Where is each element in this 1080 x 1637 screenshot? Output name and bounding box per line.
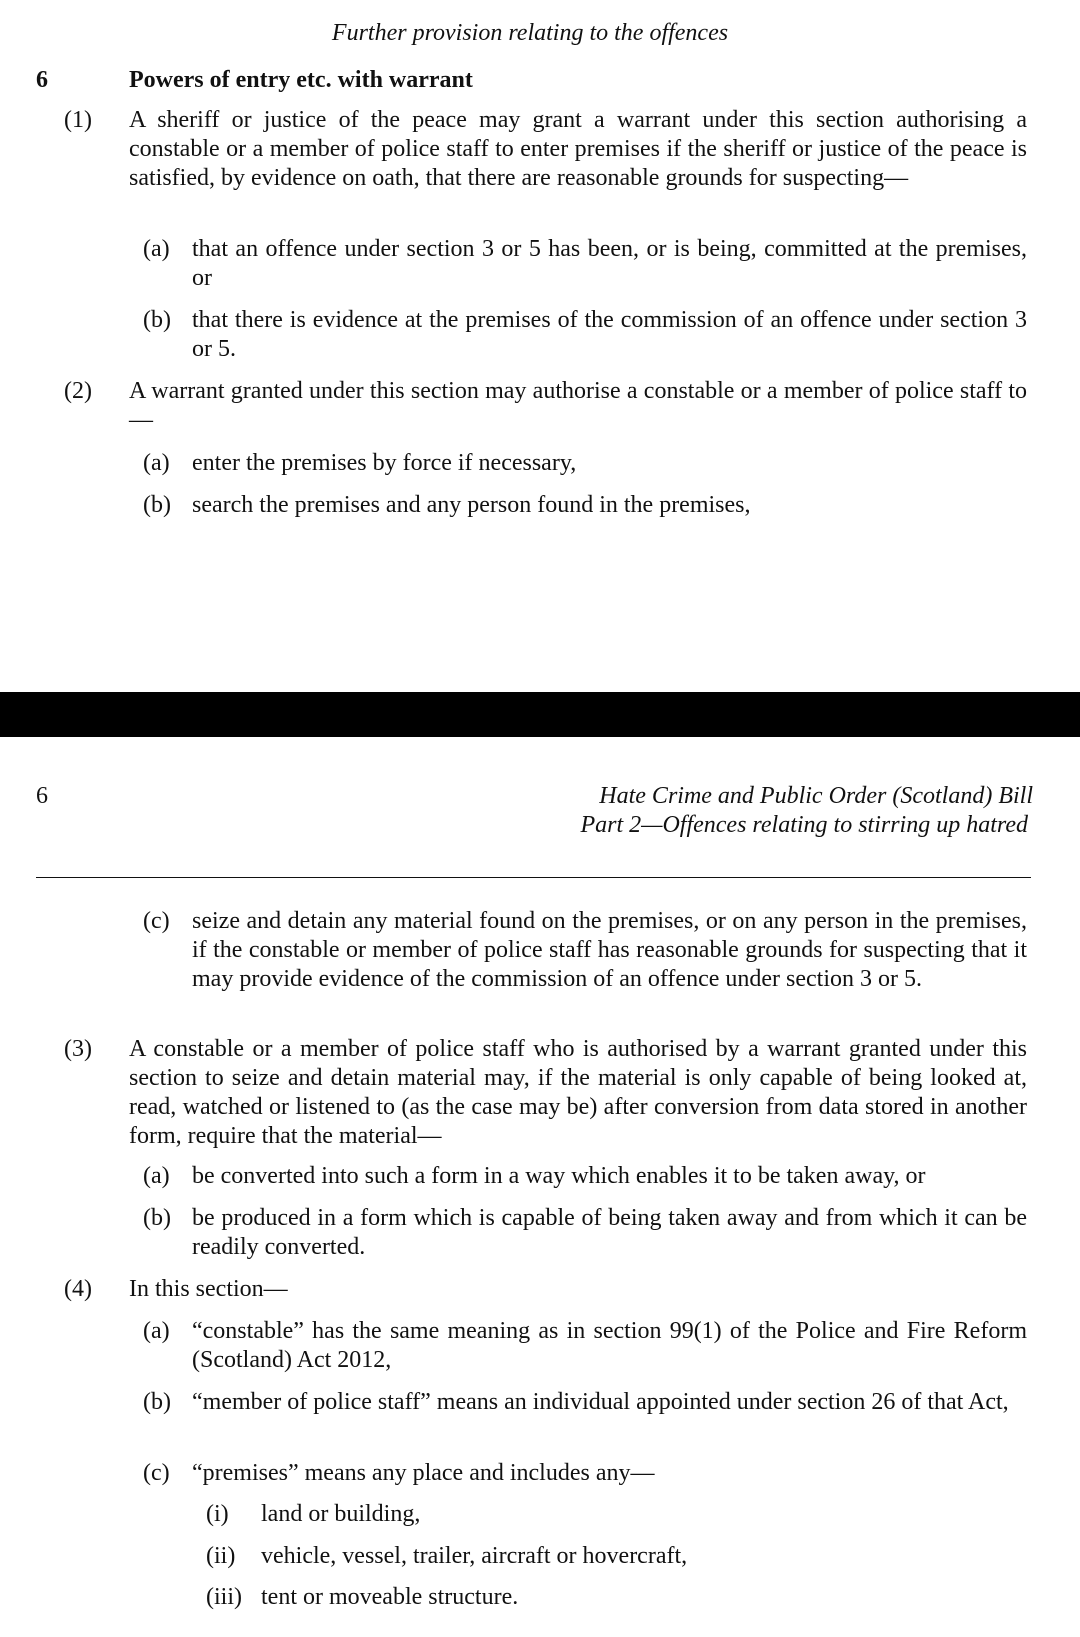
paragraph-text: be converted into such a form in a way which enables it to be taken away, or: [192, 1163, 926, 1189]
section-title: Powers of entry etc. with warrant: [129, 67, 473, 93]
sub-paragraph-label: (i): [206, 1501, 229, 1527]
paragraph-label: (a): [143, 450, 170, 476]
paragraph-text: be produced in a form which is capable of being taken away and from which it can be readily converted.: [192, 1205, 1027, 1260]
section-number: 6: [36, 67, 48, 93]
paragraph-text: search the premises and any person found in the premises,: [192, 492, 751, 518]
subsection-number: (4): [64, 1276, 92, 1302]
paragraph-text: that there is evidence at the premises of the commission of an offence under section 3 or 5.: [192, 307, 1027, 362]
sub-paragraph-label: (ii): [206, 1543, 236, 1569]
page-number: 6: [36, 783, 48, 809]
paragraph-text: “premises” means any place and includes any—: [192, 1460, 655, 1486]
subsection-text: A sheriff or justice of the peace may grant a warrant under this section authorising a constable or a member of police staff to enter premises if the sheriff or justice of the peace is satisfied, by evidence on oath, that there are reasonable grounds for suspecting—: [129, 107, 1027, 191]
paragraph-text: seize and detain any material found on the premises, or on any person in the premises, if the constable or member of police staff has reasonable grounds for suspecting that it may provide evidence of the commission of an offence under section 3 or 5.: [192, 908, 1027, 992]
sub-paragraph-text: vehicle, vessel, trailer, aircraft or hovercraft,: [261, 1543, 688, 1569]
subsection-text: A constable or a member of police staff who is authorised by a warrant granted under this section to seize and detain material may, if the material is only capable of being looked at, read, watched or listened to (as the case may be) after conversion from data stored in another form, require that the material—: [129, 1036, 1027, 1149]
paragraph-text: “member of police staff” means an individual appointed under section 26 of that Act,: [192, 1389, 1009, 1415]
paragraph-label: (b): [143, 1389, 171, 1415]
page-break-band: [0, 692, 1080, 737]
paragraph-text: “constable” has the same meaning as in section 99(1) of the Police and Fire Reform (Scotland) Act 2012,: [192, 1318, 1027, 1373]
top-page-fragment: [0, 0, 1080, 692]
paragraph-label: (b): [143, 307, 171, 333]
paragraph-text: that an offence under section 3 or 5 has been, or is being, committed at the premises, or: [192, 236, 1027, 291]
sub-paragraph-label: (iii): [206, 1584, 242, 1610]
bottom-page-fragment: [0, 737, 1080, 1637]
subsection-number: (1): [64, 107, 92, 133]
header-rule: [36, 877, 1031, 878]
subsection-text: A warrant granted under this section may authorise a constable or a member of police staff to—: [129, 378, 1027, 433]
paragraph-label: (a): [143, 1318, 170, 1344]
sub-paragraph-text: land or building,: [261, 1501, 421, 1527]
paragraph-label: (a): [143, 1163, 170, 1189]
paragraph-label: (b): [143, 492, 171, 518]
running-head-bill-title: Hate Crime and Public Order (Scotland) Bill: [599, 783, 1033, 809]
cross-heading: Further provision relating to the offences: [331, 20, 729, 46]
running-head-part-title: Part 2—Offences relating to stirring up hatred: [580, 812, 1028, 838]
paragraph-text: enter the premises by force if necessary,: [192, 450, 577, 476]
paragraph-label: (c): [143, 908, 170, 934]
subsection-number: (2): [64, 378, 92, 404]
paragraph-label: (c): [143, 1460, 170, 1486]
paragraph-label: (a): [143, 236, 170, 262]
paragraph-label: (b): [143, 1205, 171, 1231]
sub-paragraph-text: tent or moveable structure.: [261, 1584, 519, 1610]
subsection-number: (3): [64, 1036, 92, 1062]
subsection-text: In this section—: [129, 1276, 288, 1302]
